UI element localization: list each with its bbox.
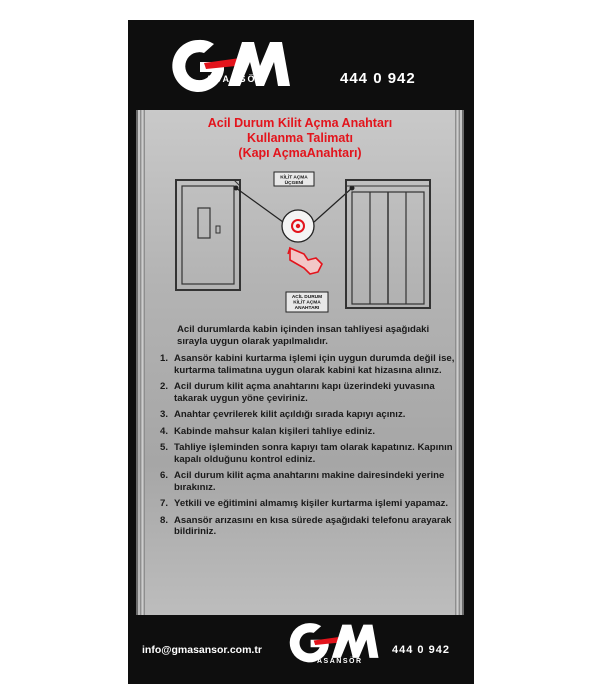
elevator-door-open-icon [346,180,430,308]
step-number: 8. [160,514,169,526]
instruction-plate [136,110,464,615]
header-bar [128,20,474,108]
list-item [160,515,456,538]
title-line-2: Kullanma Talimatı [246,131,354,145]
step-number: 2. [160,381,169,392]
phone-number-bottom: 444 0 942 [392,644,450,656]
step-number: 5. [160,442,169,453]
brand-wordmark-small: ASANSÖR [317,658,363,665]
step-text: Asansör arızasını en kısa sürede aşağıdaki telefonu arayarak bildiriniz. [174,514,452,537]
email-address: info@gmasansor.com.tr [142,644,262,656]
emergency-key-icon [288,248,322,274]
footer-bar [128,616,474,684]
step-text: Acil durum kilit açma anahtarını kapı üzerindeki yuvasına takarak uygun yöne çeviriniz. [174,381,435,404]
step-number: 6. [160,470,169,481]
list-item [160,409,456,421]
key-label-line3: ANAHTARI [294,306,320,311]
title-line-1: Acil Durum Kilit Açma Anahtarı [207,116,393,130]
list-item [160,498,456,510]
key-label-line2: KİLİT AÇMA [293,300,321,306]
list-item [160,470,456,493]
list-item [160,426,456,438]
instructions-list [160,324,456,543]
list-item [160,353,456,376]
phone-number-top: 444 0 942 [340,70,416,87]
brand-wordmark: ASANSÖR [206,74,266,84]
gm-logo [170,36,292,102]
step-text: Acil durum kilit açma anahtarını makine dairesindeki yerine bırakınız. [174,470,445,493]
lock-label-line1: KİLİT AÇMA [280,175,308,181]
list-item [160,381,456,404]
lock-label-line2: ÜÇGENİ [284,181,304,186]
step-text: Anahtar çevrilerek kilit açıldığı sırada kapıyı açınız. [174,409,406,420]
triangle-lock-icon [282,210,314,242]
step-number: 3. [160,409,169,420]
step-text: Yetkili ve eğitimini almamış kişiler kurtarma işlemi yapamaz. [174,498,449,509]
step-text: Tahliye işleminden sonra kapıyı tam olarak kapatınız. Kapının kapalı olduğunu kontrol ediniz. [174,442,453,465]
instruction-sign [128,20,474,684]
instructions-intro: Acil durumlarda kabin içinden insan tahliyesi aşağıdaki sırayla uygun olarak yapılmalıdır. [177,324,430,347]
diagram [138,110,464,320]
step-text: Asansör kabini kurtarma işlemi için uygun durumda değil ise, kurtarma talimatına uygun olarak kabini kat hizasına alınız. [174,353,455,376]
step-text: Kabinde mahsur kalan kişileri tahliye ediniz. [174,425,376,437]
title-line-3: (Kapı AçmaAnahtarı) [238,146,362,160]
step-number: 1. [160,353,169,364]
elevator-door-closed-icon [176,180,240,290]
key-label-line1: ACİL DURUM [291,295,323,300]
step-number: 7. [160,498,169,509]
step-number: 4. [160,425,169,437]
list-item [160,442,456,465]
